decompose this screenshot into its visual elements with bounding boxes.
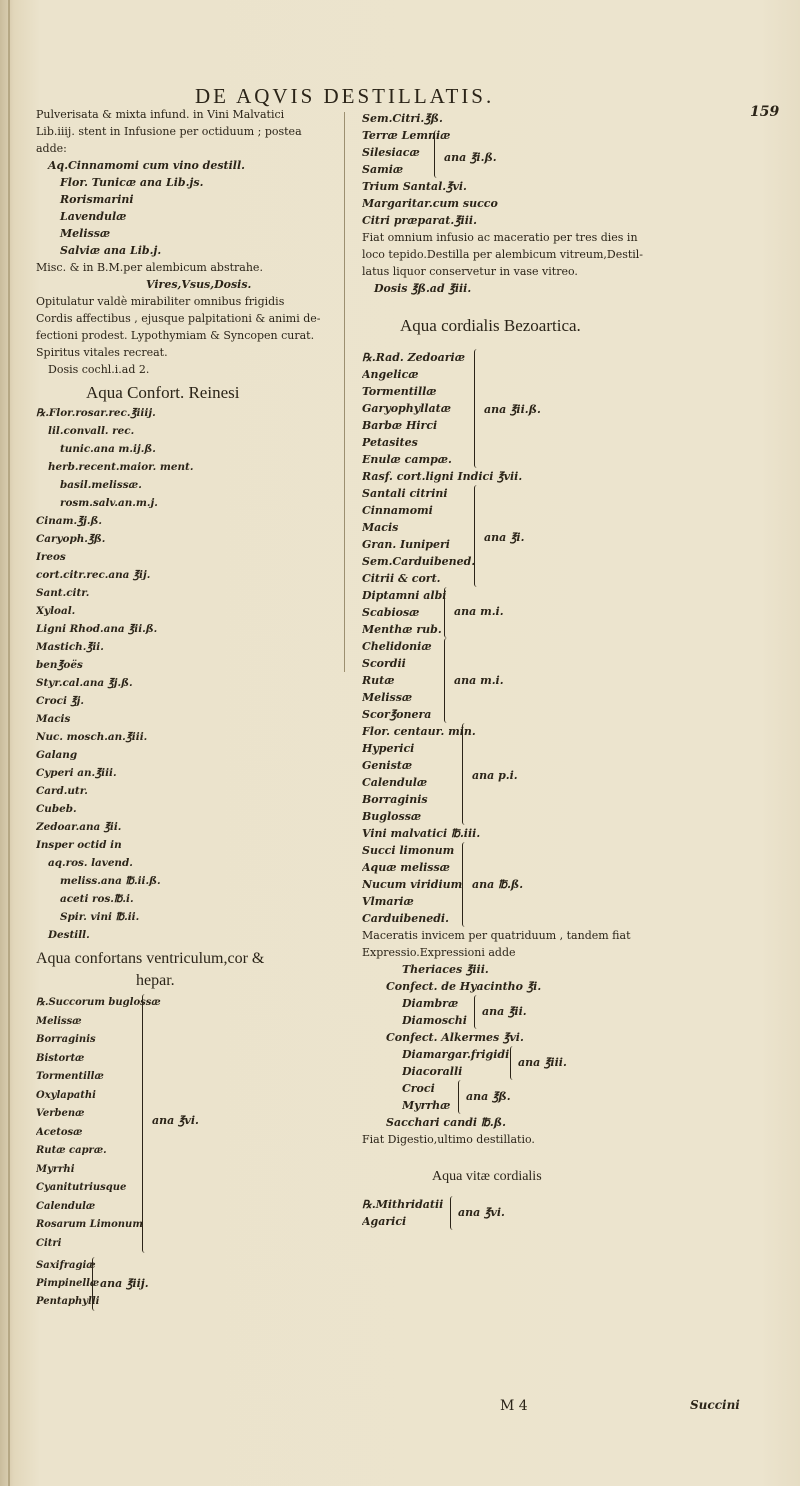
ingredient-line: Macis [36,713,71,725]
brace [462,723,468,825]
text-line: Cordis affectibus , ejusque palpitationi & animi de- [36,312,321,325]
ingredient-line: Rosarum Limonum [36,1219,143,1230]
ingredient-line: cort.citr.rec.ana ℥ij. [36,569,151,581]
ingredient-line: Saxifragiæ [36,1260,96,1271]
brace [444,587,450,638]
ingredient-line: Zedoar.ana ℥ii. [36,821,122,833]
ingredient-line: Citri præparat.℥iii. [362,214,477,227]
ingredient-line: aceti ros.℔.i. [60,893,134,905]
body-text [36,293,342,378]
brace-note: ana ℥ii. [482,1005,527,1018]
ingredient-line: Angelicæ [362,368,419,381]
ingredient-line: Caryoph.℥ß. [36,533,106,545]
ingredient-line: Sant.citr. [36,587,90,599]
right-column [362,110,760,1230]
ingredient-line: Myrrhæ [402,1099,451,1112]
text-line: Fiat Digestio,ultimo destillatio. [362,1133,535,1146]
ingredient-line: Diamoschi [402,1014,467,1027]
bezoar-group-8 [362,1046,760,1080]
ingredient-line: Xyloal. [36,605,76,617]
text-line: Dosis cochl.i.ad 2. [48,363,150,376]
brace-note: ana ℥ß. [466,1090,511,1103]
ingredient-line: Confect. de Hyacintho ℥i. [386,980,542,993]
ingredient-line: Nucum viridium [362,878,463,891]
ingredient-line: Melissæ [362,691,413,704]
ingredient-line: Calendulæ [36,1200,96,1212]
text-line: latus liquor conservetur in vase vitreo. [362,265,578,278]
ingredient-line: Croci [402,1082,435,1095]
ingredient-line: Trium Santal.℥vi. [362,180,467,193]
ingredient-line: Lavendulæ [60,210,127,223]
ingredient-line: Samiæ [362,163,404,176]
ingredient-line: Destill. [48,929,90,941]
bezoar-group-7 [362,995,760,1029]
brace-note: ana m.i. [454,674,504,687]
ingredient-line: Cinam.℥j.ß. [36,515,103,527]
running-head: DE AQVIS DESTILLATIS. [195,84,495,108]
ingredient-line: Flor. Tunicæ ana Lib.js. [60,176,204,189]
gutter-line [8,0,10,1486]
method-line: Misc. & in B.M.per alembicum abstrahe. [36,261,263,274]
brace-note: ana ℥i.ß. [444,151,497,164]
ingredient-line: Spir. vini ℔.ii. [60,911,140,923]
left-column [36,106,342,1311]
ingredient-line: Margaritar.cum succo [362,197,498,210]
brace [142,994,148,1253]
bezoar-group-9 [362,1080,760,1114]
ingredient-line: ℞.Mithridatii [362,1198,444,1211]
ingredient-line: Chelidoniæ [362,640,432,653]
ingredient-line: Santali citrini [362,487,448,500]
ingredient-line: Bistortæ [36,1052,85,1064]
ingredient-line: Gran. Iuniperi [362,538,450,551]
ingredient-line: Succi limonum [362,844,455,857]
vires-heading: Vires,Vsus,Dosis. [146,278,252,291]
bezoar-group-4 [362,638,760,723]
brace [474,485,480,587]
ingredient-line: ben℥oës [36,659,83,671]
text-line: fectioni prodest. Lypothymiam & Syncopen curat. [36,329,315,342]
text-line: Maceratis invicem per quatriduum , tandem fiat [362,929,631,942]
brace [510,1046,516,1080]
ingredient-line: ℞.Rad. Zedoariæ [362,351,465,364]
ingredient-line: Styr.cal.ana ℥j.ß. [36,677,133,689]
ingredient-line: aq.ros. lavend. [48,857,133,869]
brace [92,1257,98,1311]
ingredient-line: Flor. centaur. min. [362,725,476,738]
brace-note: ana ℥i. [484,531,525,544]
brace-note: ana ℥iij. [100,1277,149,1290]
dosis-line: Dosis ℥ß.ad ℥iii. [374,282,472,295]
ingredient-line: Insper octid in [36,839,122,851]
ingredient-line: ℞.Succorum buglossæ [36,997,161,1008]
brace [450,1196,456,1230]
ingredient-line: Scordii [362,657,406,670]
ingredient-line: Tormentillæ [362,385,437,398]
brace-note: ana ℔.ß. [472,878,524,891]
text-line: Expressio.Expressioni adde [362,946,516,959]
ingredient-line: Ireos [36,551,66,563]
brace [462,842,468,927]
ingredient-line: Diamargar.frigidi [402,1048,510,1061]
terra-group [362,144,760,178]
ingredient-line: Menthæ rub. [362,623,442,636]
ingredient-line: Diacoralli [402,1065,463,1078]
ingredient-line: Cyanitutriusque [36,1182,127,1193]
ingredient-line: Petasites [362,436,418,449]
ingredient-line: Acetosæ [36,1126,83,1138]
ingredient-line: Vini malvatici ℔.iii. [362,827,481,840]
ingredient-line: lil.convall. rec. [48,425,135,437]
bezoar-group-6 [362,842,760,927]
ingredient-line: herb.recent.maior. ment. [48,461,194,473]
ingredient-line: Hyperici [362,742,415,755]
ingredient-line: Terræ Lemniæ [362,129,451,142]
ingredient-line: Rorismarini [60,193,134,206]
ingredient-line: Diptamni albi [362,589,447,602]
ingredient-line: basil.melissæ. [60,479,142,491]
brace [444,638,450,723]
ingredient-line: Verbenæ [36,1108,85,1119]
ingredient-line: Nuc. mosch.an.℥iii. [36,731,148,743]
ingredient-line: Cubeb. [36,803,77,815]
ingredient-line: Borraginis [36,1034,96,1045]
ingredients-a [36,157,342,259]
bezoar-group-2 [362,485,760,587]
brace-note: ana ℥iii. [518,1056,567,1069]
column-rule [344,112,345,672]
text-line: Spiritus vitales recreat. [36,346,168,359]
ingredient-line: Rasf. cort.ligni Indici ℥vii. [362,470,523,483]
text-line: adde: [36,142,67,155]
intro-text [36,106,342,157]
vitae-group [362,1196,760,1230]
ingredient-line: Card.utr. [36,785,88,797]
ingredient-line: Salviæ ana Lib.j. [60,244,162,257]
ingredient-line: Macis [362,521,399,534]
brace-note: ana ℥vi. [152,1114,199,1127]
ingredient-line: Pentaphylli [36,1296,100,1307]
section-title-bezoartica: Aqua cordialis Bezoartica. [400,316,581,335]
text-line: loco tepido.Destilla per alembicum vitreum,Destil- [362,248,644,261]
ingredient-line: Borraginis [362,793,428,806]
section-title-confortans: Aqua confortans ventriculum,cor & [36,950,265,967]
section-title-vitae: Aqua vitæ cordialis [432,1169,542,1184]
ingredient-line: Vlmariæ [362,895,414,908]
ingredient-line: Citri [36,1237,62,1249]
brace-note: ana m.i. [454,605,504,618]
text-line: Lib.iiij. stent in Infusione per octiduum ; postea [36,125,302,138]
ingredient-line: Barbæ Hirci [362,419,438,432]
text-line: Opitulatur valdè mirabiliter omnibus frigidis [36,295,285,308]
ingredient-line: Carduibenedi. [362,912,449,925]
ingredient-line: Buglossæ [362,810,422,823]
brace [458,1080,464,1114]
ingredient-line: Aquæ melissæ [362,861,450,874]
page-number: 159 [750,104,780,120]
text-line: Pulverisata & mixta infund. in Vini Malvatici [36,108,285,121]
ingredient-line: Oxylapathi [36,1089,96,1101]
ingredient-line: Aq.Cinnamomi cum vino destill. [48,159,245,172]
ingredient-line: Mastich.℥ii. [36,641,104,653]
brace [474,995,480,1029]
ingredient-line: meliss.ana ℔.ii.ß. [60,875,161,887]
confortans-group-2 [36,1257,342,1311]
ingredient-line: Confect. Alkermes ℥vi. [386,1031,524,1044]
ingredient-line: Rutæ capræ. [36,1145,107,1156]
signature-mark: M 4 [500,1398,528,1414]
bezoar-group-5 [362,723,760,825]
ingredient-line: Scor℥onera [362,708,432,721]
ingredient-line: Ligni Rhod.ana ℥ii.ß. [36,623,158,635]
ingredient-line: Sacchari candi ℔.ß. [386,1116,506,1129]
ingredient-line: Melissæ [60,227,111,240]
ingredient-line: Sem.Citri.℥ß. [362,112,443,125]
ingredient-line: Citrii & cort. [362,572,441,585]
ingredient-line: Tormentillæ [36,1071,104,1082]
confort-ingredients [36,404,342,944]
ingredient-line: Theriaces ℥iii. [402,963,489,976]
brace-note: ana ℥vi. [458,1206,505,1219]
text-line: Fiat omnium infusio ac maceratio per tres dies in [362,231,638,244]
brace [474,349,480,468]
ingredient-line: Scabiosæ [362,606,420,619]
ingredient-line: Calendulæ [362,776,428,789]
ingredient-line: Enulæ campæ. [362,453,452,466]
ingredient-line: ℞.Flor.rosar.rec.℥iiij. [36,407,156,419]
ingredient-line: rosm.salv.an.m.j. [60,497,158,509]
bezoar-group-1 [362,349,760,468]
ingredient-line: Agarici [362,1215,407,1228]
ingredient-line: Sem.Carduibened. [362,555,476,568]
section-title-confortans-2: hepar. [136,972,175,989]
ingredient-line: Croci ℥j. [36,695,84,707]
confortans-group-1 [36,994,342,1253]
bezoar-group-3 [362,587,760,638]
ingredient-line: Myrrhi [36,1163,75,1175]
brace-note: ana ℥ii.ß. [484,403,541,416]
catchword: Succini [690,1398,740,1412]
ingredient-line: Rutæ [362,674,395,687]
ingredient-line: Genistæ [362,759,413,772]
ingredient-line: Cyperi an.℥iii. [36,767,117,779]
ingredient-line: Silesiacæ [362,146,420,159]
section-title-confort: Aqua Confort. Reinesi [86,383,240,402]
ingredient-line: Cinnamomi [362,504,433,517]
brace [434,130,440,178]
ingredient-line: Diambræ [402,997,459,1010]
ingredient-line: Melissæ [36,1015,82,1027]
brace-note: ana p.i. [472,769,518,782]
ingredient-line: Galang [36,749,78,761]
ingredient-line: Pimpinellæ [36,1278,100,1289]
ingredient-line: tunic.ana m.ij.ß. [60,443,156,455]
ingredient-line: Garyophyllatæ [362,402,451,415]
